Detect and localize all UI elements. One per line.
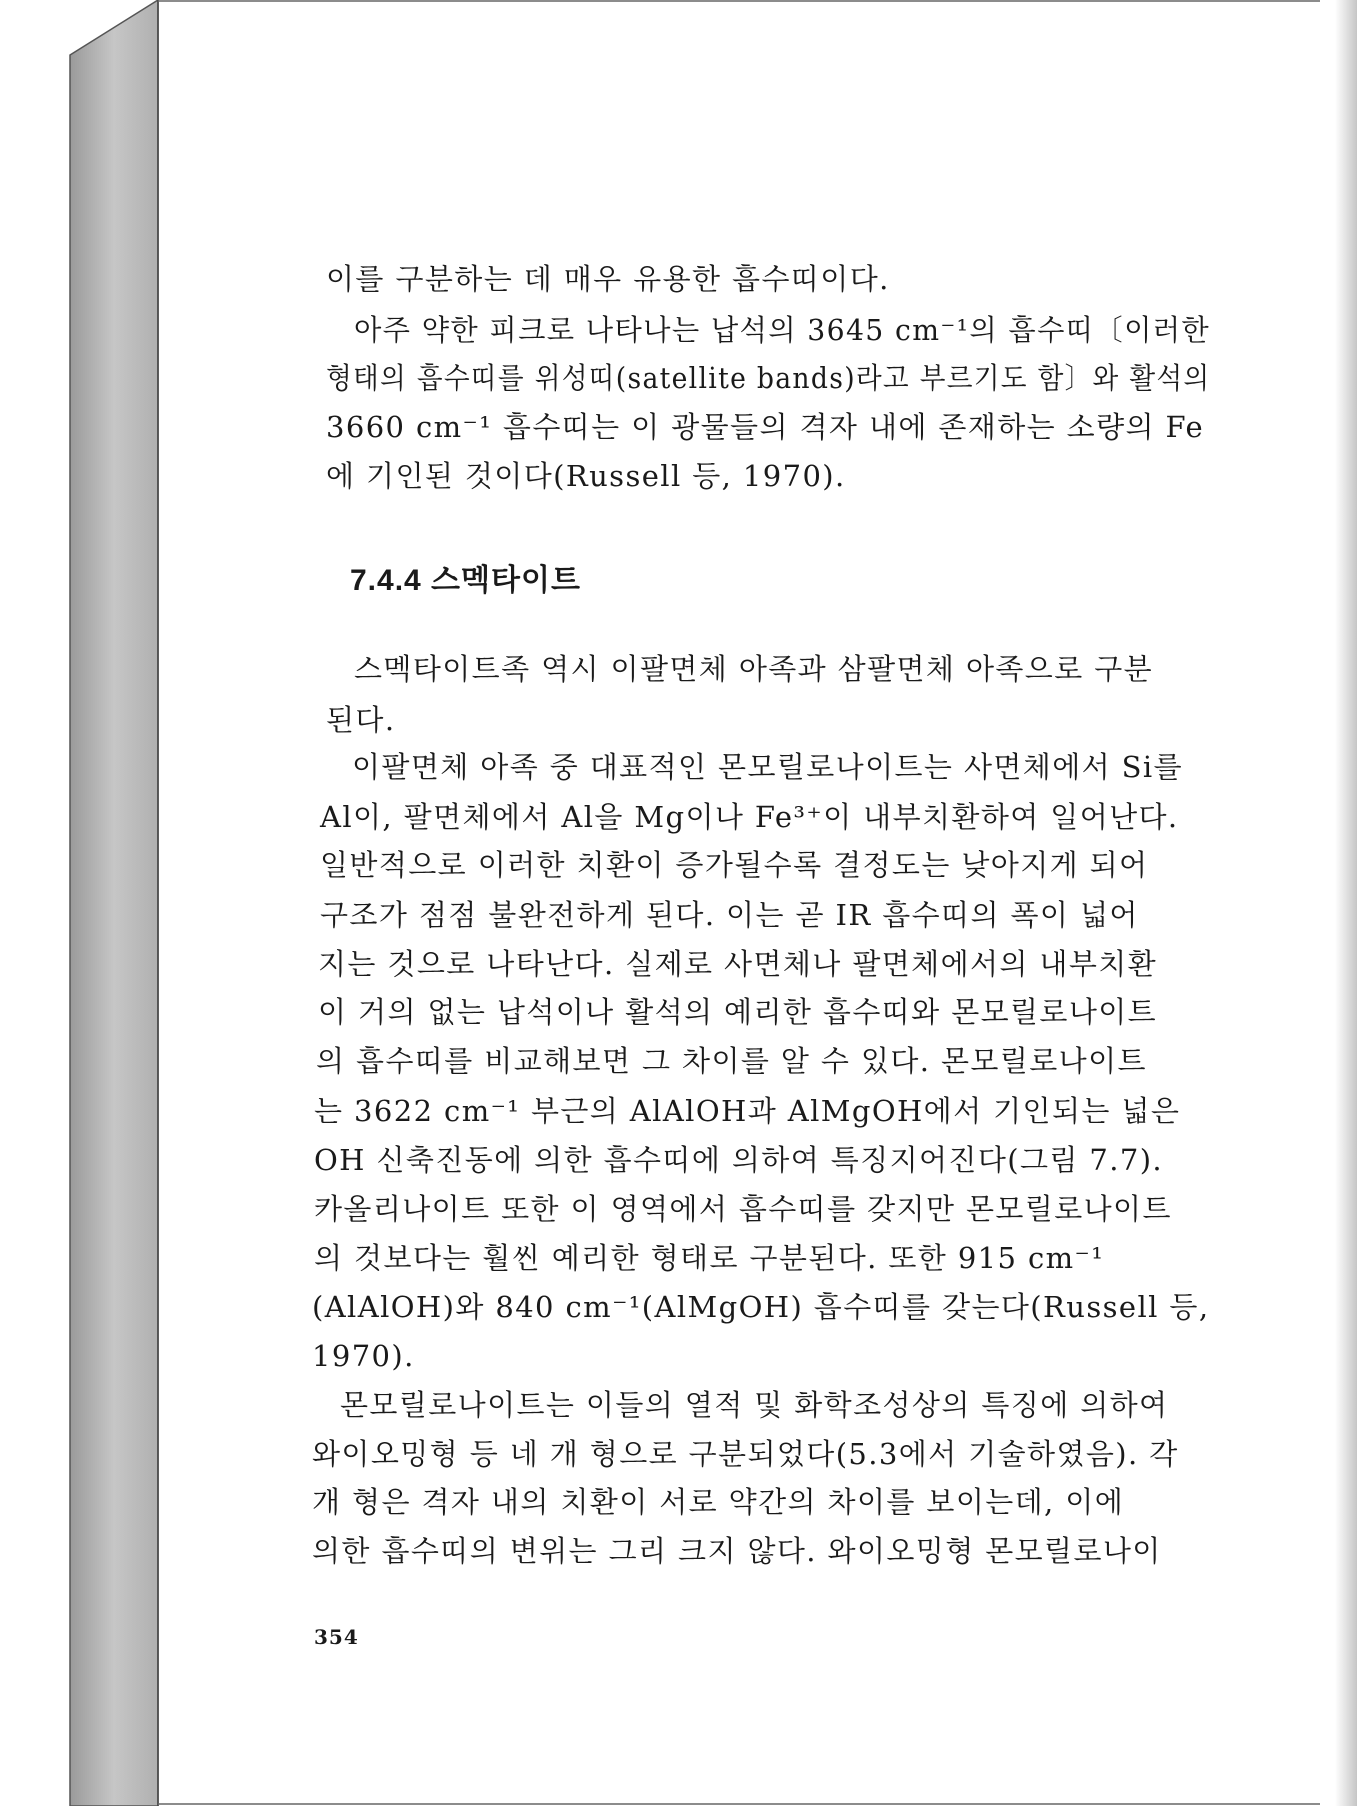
text-line: 1970).: [312, 1339, 415, 1373]
text-line: 몬모릴로나이트는 이들의 열적 및 화학조성상의 특징에 의하여: [340, 1388, 1169, 1422]
text-line: 에 기인된 것이다(Russell 등, 1970).: [326, 459, 846, 493]
text-line: 개 형은 격자 내의 치환이 서로 약간의 차이를 보이는데, 이에: [312, 1485, 1125, 1519]
text-line: 의 것보다는 훨씬 예리한 형태로 구분된다. 또한 915 cm⁻¹: [314, 1241, 1105, 1275]
text-line: 이팔면체 아족 중 대표적인 몬모릴로나이트는 사면체에서 Si를: [352, 750, 1184, 784]
text-line: 이 거의 없는 납석이나 활석의 예리한 흡수띠와 몬모릴로나이트: [318, 995, 1158, 1029]
text-line: 3660 cm⁻¹ 흡수띠는 이 광물들의 격자 내에 존재하는 소량의 Fe: [326, 410, 1205, 444]
text-line: 스멕타이트족 역시 이팔면체 아족과 삼팔면체 아족으로 구분: [354, 652, 1154, 686]
section-heading: 7.4.4 스멕타이트: [350, 564, 581, 597]
text-line: 카올리나이트 또한 이 영역에서 흡수띠를 갖지만 몬모릴로나이트: [314, 1192, 1172, 1226]
text-line: (AlAlOH)와 840 cm⁻¹(AlMgOH) 흡수띠를 갖는다(Russell 등,: [312, 1290, 1210, 1324]
text-line: 와이오밍형 등 네 개 형으로 구분되었다(5.3에서 기술하였음). 각: [312, 1437, 1179, 1471]
text-line: 형태의 흡수띠를 위성띠(satellite bands)라고 부르기도 함〕와 활석의: [326, 361, 1211, 395]
text-line: 아주 약한 피크로 나타나는 납석의 3645 cm⁻¹의 흡수띠〔이러한: [354, 313, 1211, 347]
text-line: 의한 흡수띠의 변위는 그리 크지 않다. 와이오밍형 몬모릴로나이: [312, 1534, 1162, 1568]
text-line: 구조가 점점 불완전하게 된다. 이는 곧 IR 흡수띠의 폭이 넓어: [320, 898, 1139, 932]
text-line: 일반적으로 이러한 치환이 증가될수록 결정도는 낮아지게 되어: [320, 848, 1149, 882]
text-line: Al이, 팔면체에서 Al을 Mg이나 Fe³⁺이 내부치환하여 일어난다.: [320, 800, 1179, 834]
text-line: 이를 구분하는 데 매우 유용한 흡수띠이다.: [326, 262, 890, 296]
text-line: 지는 것으로 나타난다. 실제로 사면체나 팔면체에서의 내부치환: [318, 947, 1158, 981]
text-line: 는 3622 cm⁻¹ 부근의 AlAlOH과 AlMgOH에서 기인되는 넓은: [314, 1094, 1181, 1128]
page-edge-shadow: [1335, 0, 1357, 1806]
text-line: 의 흡수띠를 비교해보면 그 차이를 알 수 있다. 몬모릴로나이트: [316, 1044, 1147, 1078]
text-line: 된다.: [326, 703, 396, 737]
page-number: 354: [314, 1625, 359, 1649]
text-line: OH 신축진동에 의한 흡수띠에 의하여 특징지어진다(그림 7.7).: [314, 1143, 1164, 1177]
